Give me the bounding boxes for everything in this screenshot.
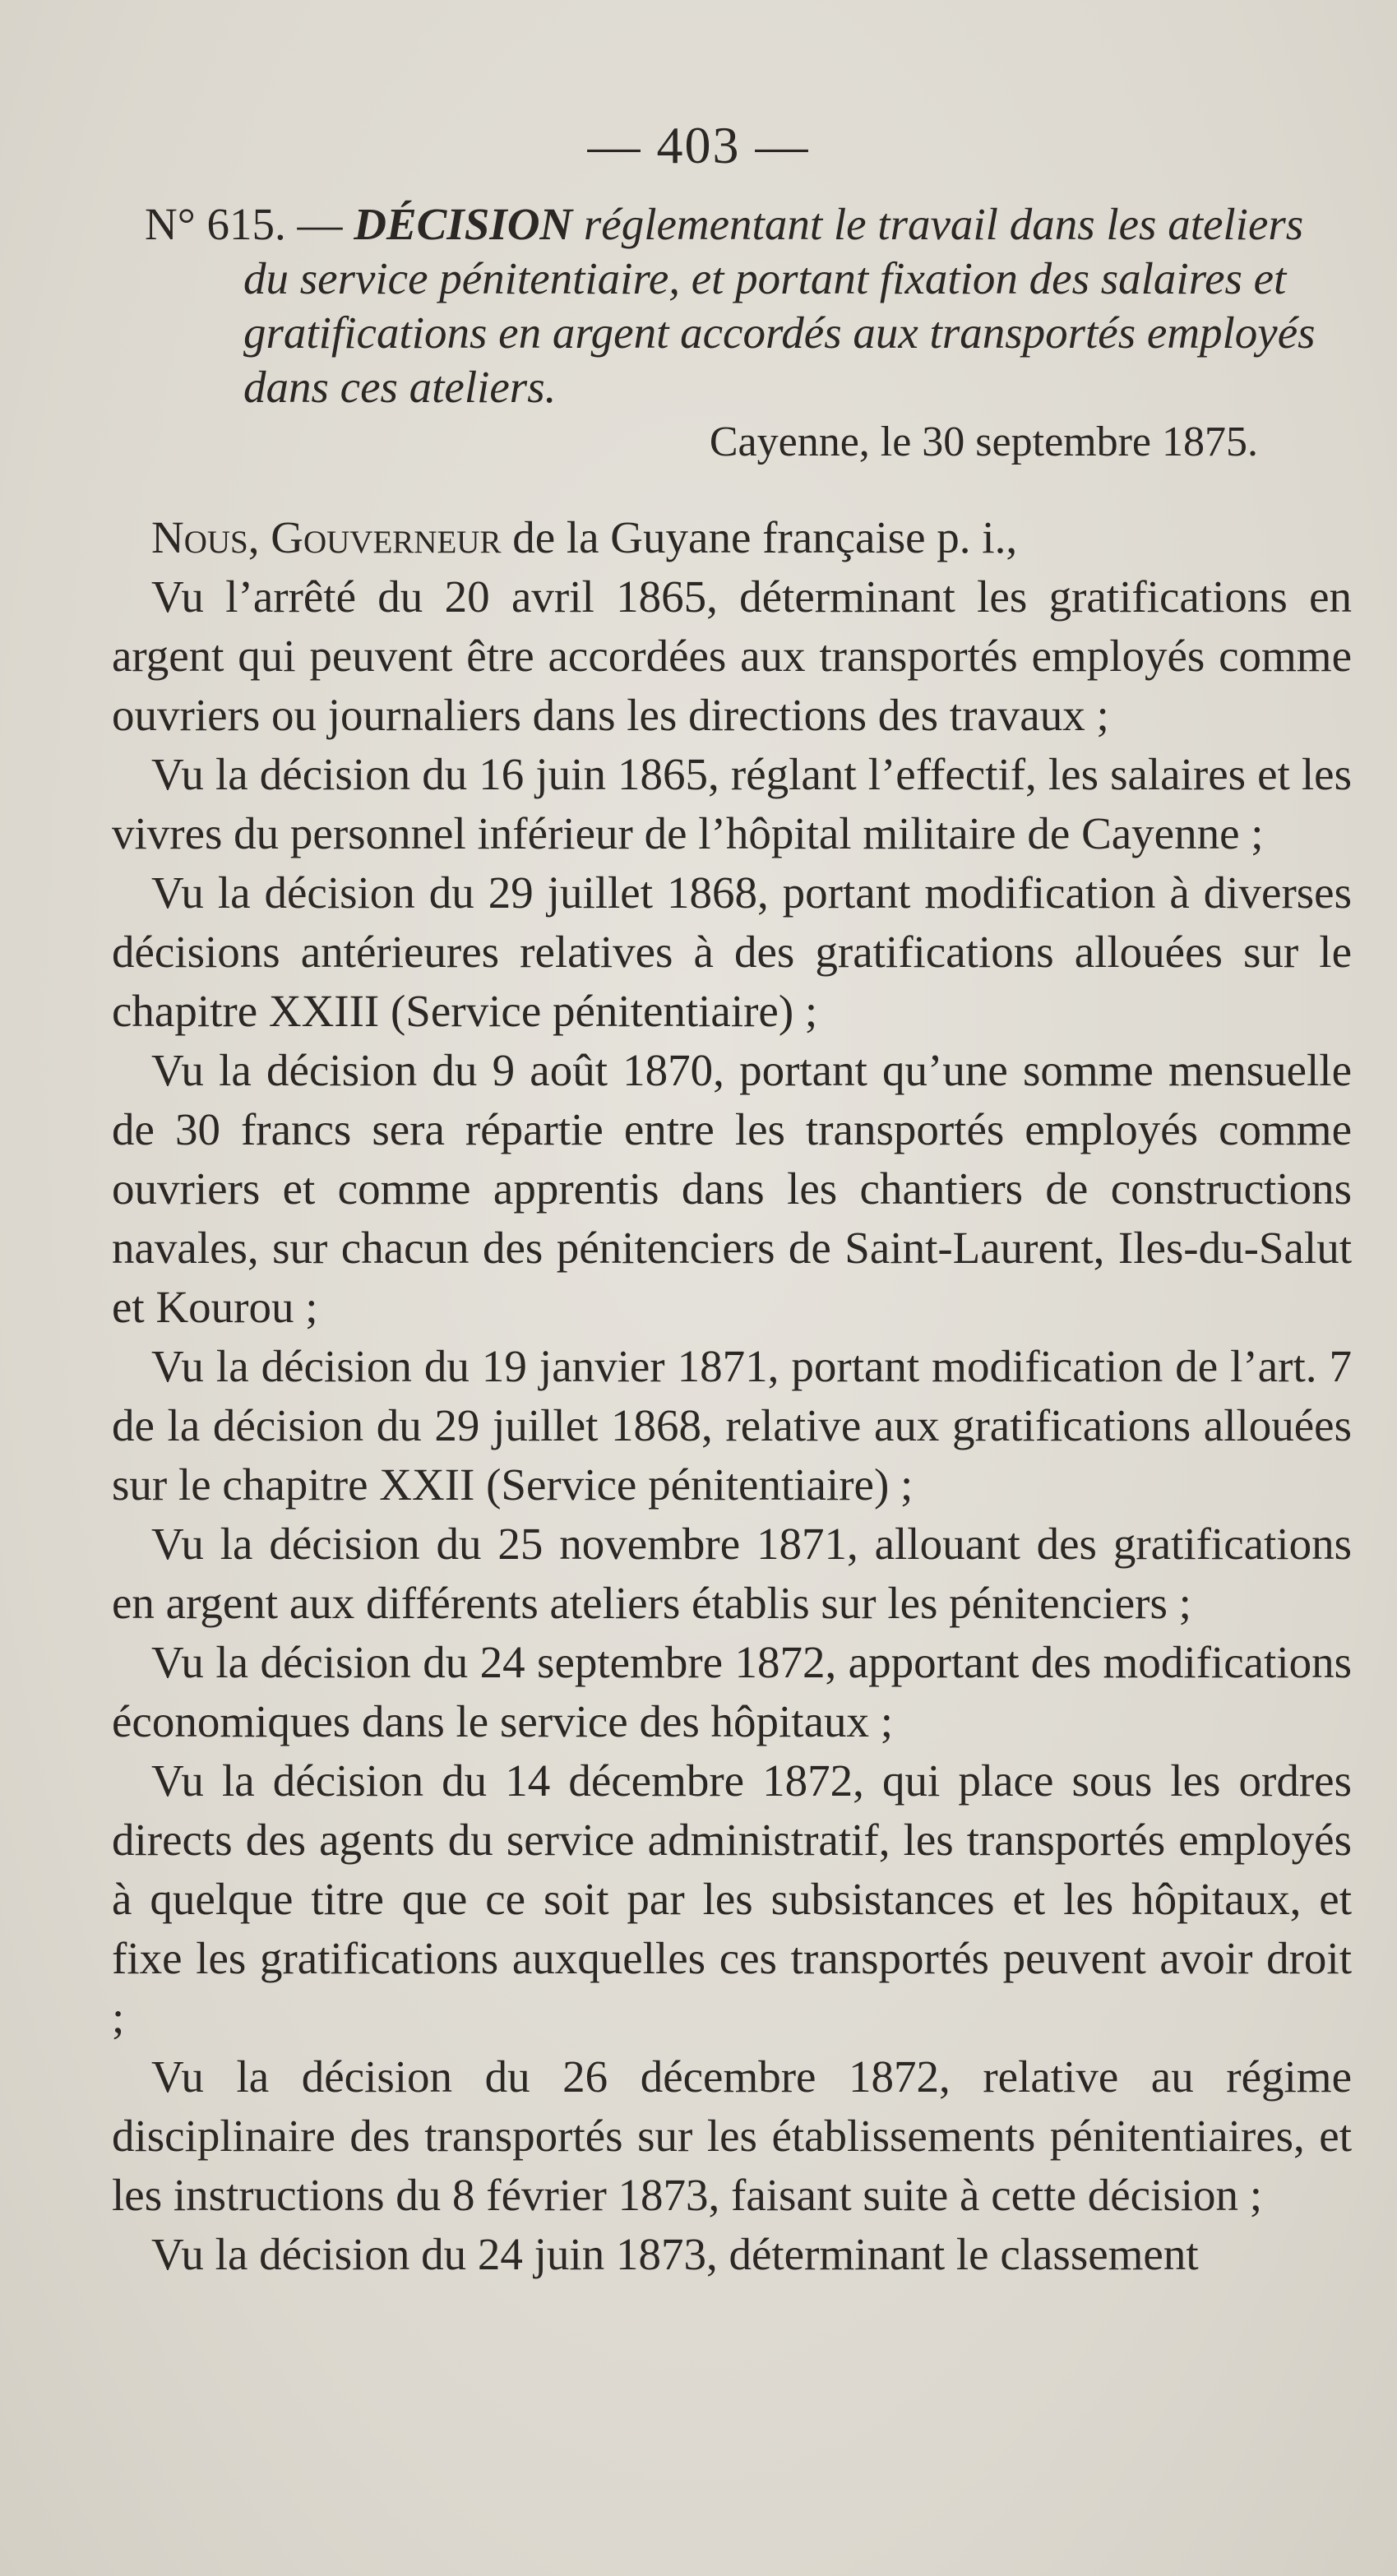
page-number: — 403 —	[587, 116, 810, 174]
paragraph: Vu l’arrêté du 20 avril 1865, déterminant les gratifications en argent qui peuvent être accordées aux transportés employés comme ouvriers ou journaliers dans les directions des travaux ;	[112, 571, 1352, 740]
paragraph: Vu la décision du 29 juillet 1868, portant modification à diverses décisions antérieures relatives à des gratifications allouées sur le chapitre XXIII (Service pénitentiaire) ;	[112, 867, 1352, 1036]
opening-line	[112, 508, 1352, 567]
decision-heading	[145, 197, 1353, 414]
heading-dash: —	[285, 199, 354, 249]
paragraph: Vu la décision du 26 décembre 1872, relative au régime disciplinaire des transportés sur les établissements pénitentiaires, et les instructions du 8 février 1873, faisant suite à cette décision ;	[112, 2051, 1352, 2220]
paragraph: Vu la décision du 19 janvier 1871, portant modification de l’art. 7 de la décision du 29 juillet 1868, relative aux gratifications allouées sur le chapitre XXII (Service pénitentiaire) ;	[112, 1341, 1352, 1510]
opening-nous-gouverneur: Nous, Gouverneur	[151, 512, 502, 562]
paragraph: Vu la décision du 16 juin 1865, réglant l’effectif, les salaires et les vivres du personnel inférieur de l’hôpital militaire de Cayenne ;	[112, 749, 1352, 858]
opening-rest: de la Guyane française p. i.,	[501, 512, 1018, 562]
paragraph: Vu la décision du 24 juin 1873, déterminant le classement	[151, 2229, 1199, 2279]
decision-heading-text	[145, 197, 1353, 414]
decision-title: DÉCISION	[354, 199, 573, 249]
document-body	[112, 508, 1352, 2284]
decision-number: N° 615.	[145, 199, 286, 249]
paragraph: Vu la décision du 25 novembre 1871, allouant des gratifications en argent aux différents ateliers établis sur les pénitenciers ;	[112, 1519, 1352, 1628]
paragraph: Vu la décision du 24 septembre 1872, apportant des modifications économiques dans le service des hôpitaux ;	[112, 1637, 1352, 1746]
decision-subject: réglementant le travail dans les ateliers du service pénitentiaire, et portant fixation des salaires et gratifications en argent accordés aux transportés employés dans ces ateliers.	[243, 199, 1316, 412]
paragraph: Vu la décision du 14 décembre 1872, qui place sous les ordres directs des agents du service administratif, les transportés employés à quelque titre que ce soit par les subsistances et les hôpitaux, et fixe les gratifications auxquelles ces transportés peuvent avoir droit ;	[112, 1755, 1352, 2042]
paragraph: Vu la décision du 9 août 1870, portant qu’une somme mensuelle de 30 francs sera répartie entre les transportés employés comme ouvriers et comme apprentis dans les chantiers de constructions navales, sur chacun des pénitenciers de Saint-Laurent, Iles-du-Salut et Kourou ;	[112, 1045, 1352, 1332]
place-and-date: Cayenne, le 30 septembre 1875.	[709, 419, 1258, 465]
